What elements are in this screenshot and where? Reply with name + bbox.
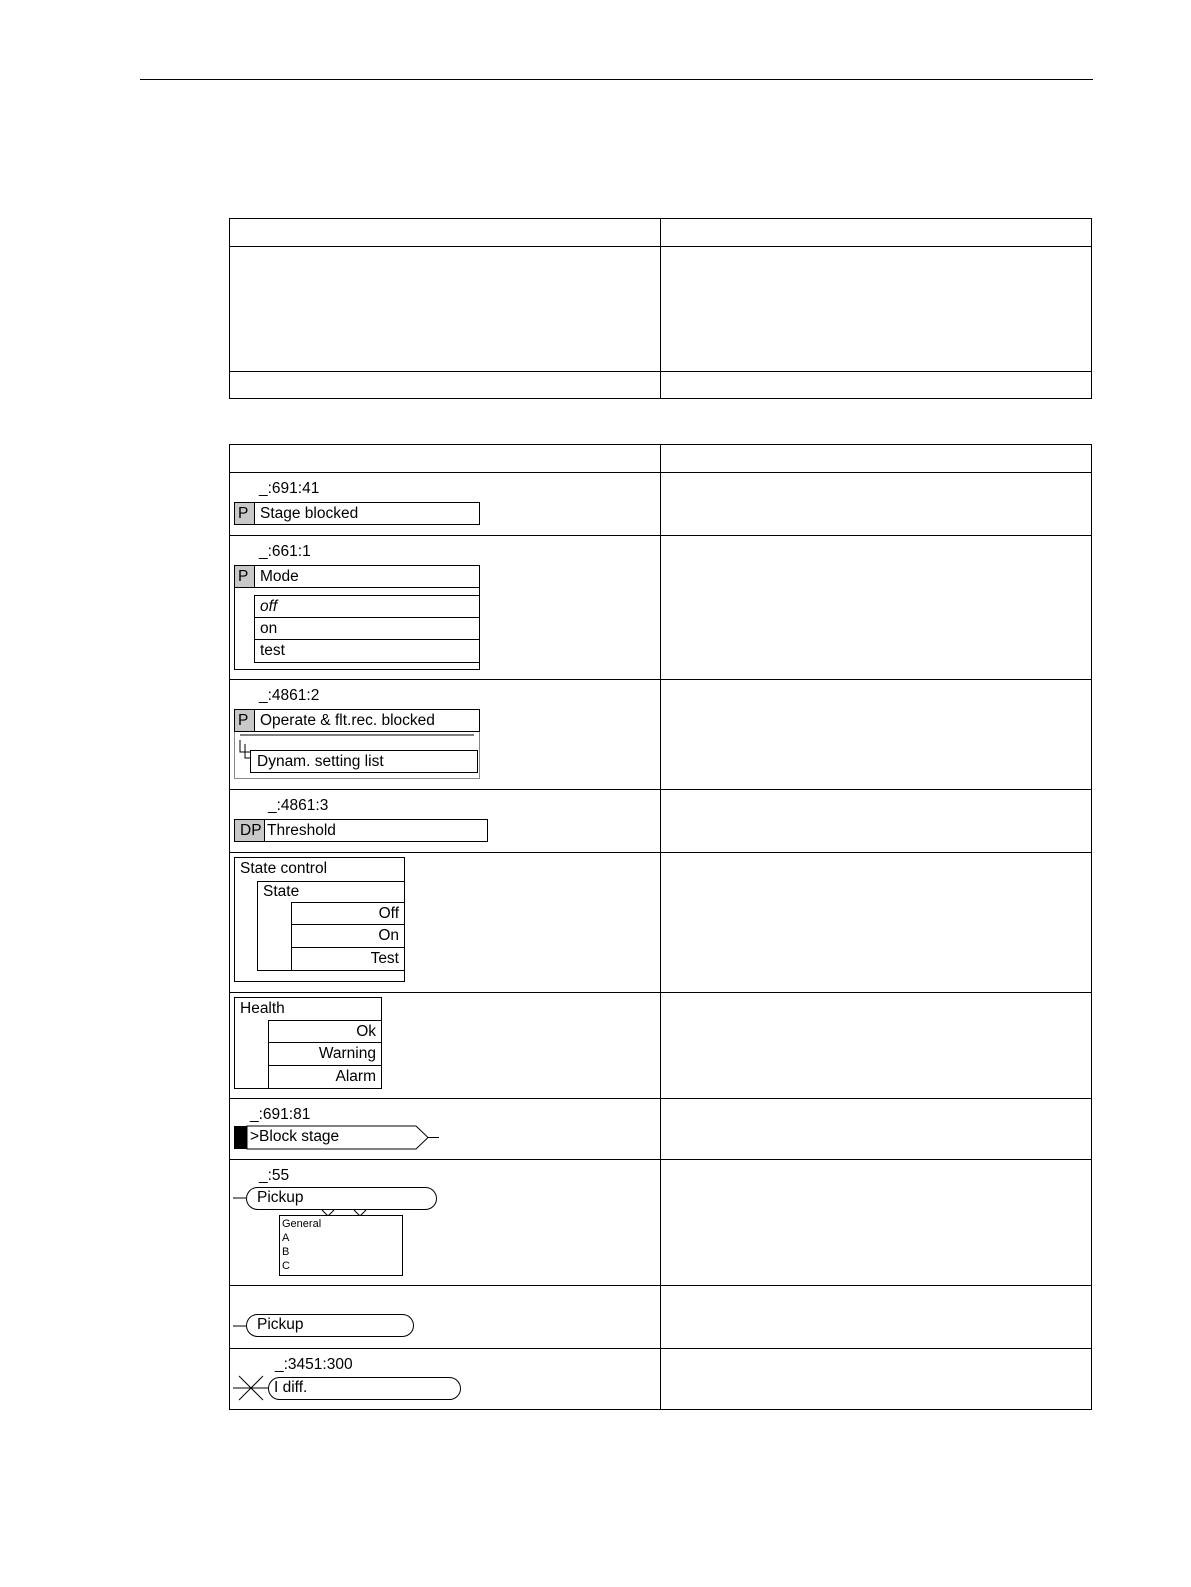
parameter-prefix: P — [238, 505, 249, 522]
table-cell — [661, 219, 1092, 247]
table-1 — [229, 218, 1092, 399]
phase-list-item: C — [282, 1260, 290, 1272]
phase-list-item: A — [282, 1232, 290, 1244]
table-row — [230, 219, 1092, 247]
state-option-label: Test — [370, 950, 399, 967]
table-cell — [661, 372, 1092, 399]
state-option-label: On — [378, 927, 399, 944]
symbol-cell — [230, 993, 661, 1099]
measured-value-label: I diff. — [274, 1379, 308, 1396]
health-option — [268, 1042, 382, 1066]
option-item — [254, 595, 480, 618]
phase-list — [279, 1215, 403, 1276]
description-cell — [661, 1099, 1092, 1160]
signal-address: _:55 — [259, 1167, 290, 1184]
symbol-cell — [230, 853, 661, 993]
parameter-box — [254, 502, 480, 525]
table-row — [230, 1099, 1092, 1160]
option-label: on — [260, 620, 278, 637]
parameter-prefix-box — [234, 565, 255, 588]
health-option — [268, 1020, 382, 1043]
parameter-prefix: P — [238, 712, 249, 729]
table-cell — [230, 372, 661, 399]
dynamic-setting-list-label: Dynam. setting list — [257, 753, 384, 770]
description-cell — [661, 1349, 1092, 1410]
table-cell — [661, 445, 1092, 473]
description-cell — [661, 536, 1092, 680]
description-cell — [661, 473, 1092, 536]
dynamic-setting-list — [250, 750, 478, 773]
table-row — [230, 1349, 1092, 1410]
measured-value-connector — [232, 1375, 272, 1403]
table-cell — [230, 247, 661, 372]
table-row — [230, 1160, 1092, 1286]
output-signal-label: Pickup — [257, 1189, 304, 1206]
state-label: State — [263, 883, 300, 900]
description-cell — [661, 1160, 1092, 1286]
table-row — [230, 790, 1092, 853]
symbol-cell — [230, 473, 661, 536]
symbol-cell — [230, 536, 661, 680]
table-row — [230, 853, 1092, 993]
description-cell — [661, 993, 1092, 1099]
state-option — [291, 947, 405, 971]
parameter-box — [254, 565, 480, 588]
output-signal — [246, 1314, 414, 1337]
health-option-label: Warning — [318, 1045, 376, 1062]
parameter-prefix-box — [234, 819, 265, 842]
output-signal-label: Pickup — [257, 1316, 304, 1333]
signal-address: _:691:81 — [250, 1106, 311, 1123]
parameter-prefix-box — [234, 709, 255, 732]
description-cell — [661, 790, 1092, 853]
parameter-label: Stage blocked — [260, 505, 359, 522]
symbol-cell — [230, 1099, 661, 1160]
table-row — [230, 680, 1092, 790]
phase-list-item: B — [282, 1246, 290, 1258]
symbol-cell — [230, 680, 661, 790]
state-option-label: Off — [378, 905, 399, 922]
parameter-label: Operate & flt.rec. blocked — [260, 712, 435, 729]
health-option-label: Ok — [356, 1023, 376, 1040]
state-option — [291, 902, 405, 925]
table-cell — [230, 445, 661, 473]
signal-address: _:3451:300 — [275, 1356, 353, 1373]
output-signal — [246, 1187, 437, 1210]
parameter-box — [254, 709, 480, 732]
parameter-address: _:4861:2 — [259, 687, 320, 704]
symbol-cell — [230, 1286, 661, 1349]
parameter-address: _:4861:3 — [268, 797, 329, 814]
parameter-prefix: P — [238, 568, 249, 585]
symbol-cell — [230, 1160, 661, 1286]
table-row — [230, 372, 1092, 399]
table-row — [230, 445, 1092, 473]
table-cell — [230, 219, 661, 247]
parameter-address: _:691:41 — [259, 480, 320, 497]
table-cell — [661, 247, 1092, 372]
parameter-label: Mode — [260, 568, 299, 585]
option-item — [254, 639, 480, 663]
table-row — [230, 473, 1092, 536]
health-option — [268, 1065, 382, 1089]
table-row — [230, 993, 1092, 1099]
symbol-cell — [230, 1349, 661, 1410]
table-2 — [229, 444, 1092, 1410]
parameter-label: Threshold — [267, 822, 336, 839]
header-rule — [140, 79, 1093, 80]
health-title: Health — [240, 1000, 285, 1017]
table-row — [230, 1286, 1092, 1349]
option-label: test — [260, 642, 285, 659]
description-cell — [661, 1286, 1092, 1349]
table-row — [230, 247, 1092, 372]
input-signal-label: >Block stage — [250, 1128, 340, 1145]
parameter-prefix: DP — [240, 822, 262, 839]
measured-value — [268, 1377, 461, 1400]
description-cell — [661, 680, 1092, 790]
phase-list-item: General — [282, 1218, 322, 1230]
state-control-title: State control — [240, 860, 328, 877]
state-option — [291, 924, 405, 948]
parameter-address: _:661:1 — [259, 543, 311, 560]
health-option-label: Alarm — [335, 1068, 376, 1085]
description-cell — [661, 853, 1092, 993]
table-row — [230, 536, 1092, 680]
option-label: off — [260, 598, 278, 615]
parameter-box — [264, 819, 488, 842]
symbol-cell — [230, 790, 661, 853]
parameter-prefix-box — [234, 502, 255, 525]
option-item — [254, 617, 480, 640]
